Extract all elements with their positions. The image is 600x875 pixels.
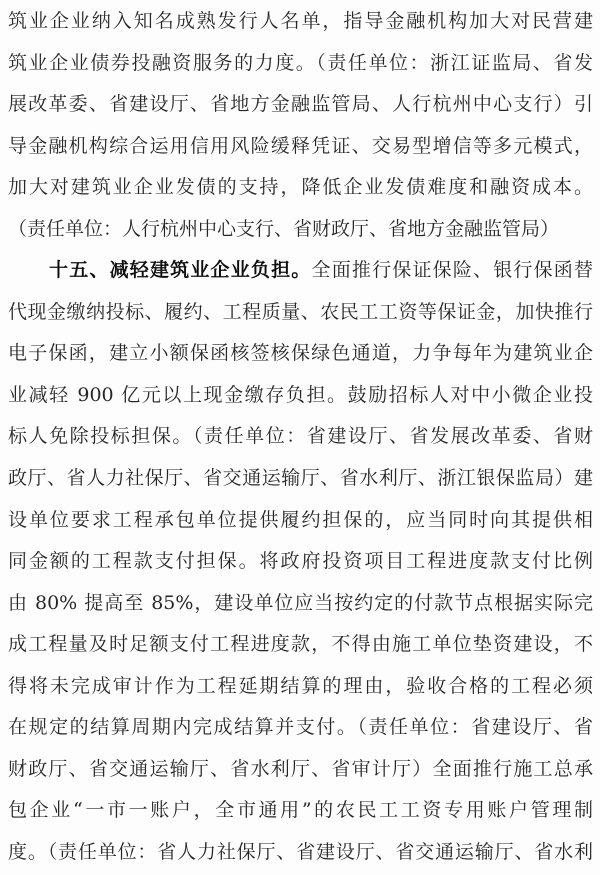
text-line: 成工程量及时足额支付工程进度款，不得由施工单位垫资建设，不: [8, 633, 593, 656]
text-line: 筑业企业纳入知名成熟发行人名单，指导金融机构加大对民营建: [8, 10, 593, 32]
text-line: 在规定的结算周期内完成结算并支付。（责任单位：省建设厅、省: [8, 716, 593, 739]
text-line: 包企业“一市一账户，全市通用”的农民工工资专用账户管理制: [8, 799, 593, 822]
text-line: 业减轻 900 亿元以上现金缴存负担。鼓励招标人对中小微企业投: [8, 383, 593, 406]
section-heading: 十五、减轻建筑业企业负担。: [49, 260, 312, 282]
text-line: 标人免除投标担保。（责任单位：省建设厅、省发展改革委、省财: [8, 425, 593, 448]
text-line: 代现金缴纳投标、履约、工程质量、农民工工资等保证金，加快推行: [8, 300, 593, 323]
section-body-start: 全面推行保证保险、银行保函替: [311, 259, 593, 282]
text-line-paragraph-end: （责任单位：人行杭州中心支行、省财政厅、省地方金融监管局）: [8, 217, 560, 240]
text-line: 度。（责任单位：省人力社保厅、省建设厅、省交通运输厅、省水利: [8, 840, 593, 863]
text-line: 由 80% 提高至 85%，建设单位应当按约定的付款节点根据实际完: [8, 591, 593, 614]
text-line: 得将未完成审计作为工程延期结算的理由，验收合格的工程必须: [8, 674, 593, 697]
text-line: 展改革委、省建设厅、省地方金融监管局、人行杭州中心支行）引: [8, 93, 593, 116]
text-line: 财政厅、省交通运输厅、省水利厅、省审计厅）全面推行施工总承: [8, 757, 593, 780]
text-line: 电子保函，建立小额保函核签核保绿色通道，力争每年为建筑业企: [8, 342, 593, 365]
text-line: 设单位要求工程承包单位提供履约担保的，应当同时向其提供相: [8, 508, 593, 531]
text-line: 加大对建筑业企业发债的支持，降低企业发债难度和融资成本。: [8, 176, 593, 199]
text-line: 筑业企业债券投融资服务的力度。（责任单位：浙江证监局、省发: [8, 51, 593, 74]
text-line: 同金额的工程款支付担保。将政府投资项目工程进度款支付比例: [8, 550, 593, 573]
section-heading-line: [8, 250, 593, 292]
text-line: 导金融机构综合运用信用风险缓释凭证、交易型增信等多元模式，: [8, 134, 593, 157]
text-line: 政厅、省人力社保厅、省交通运输厅、省水利厅、浙江银保监局）建: [8, 467, 593, 490]
